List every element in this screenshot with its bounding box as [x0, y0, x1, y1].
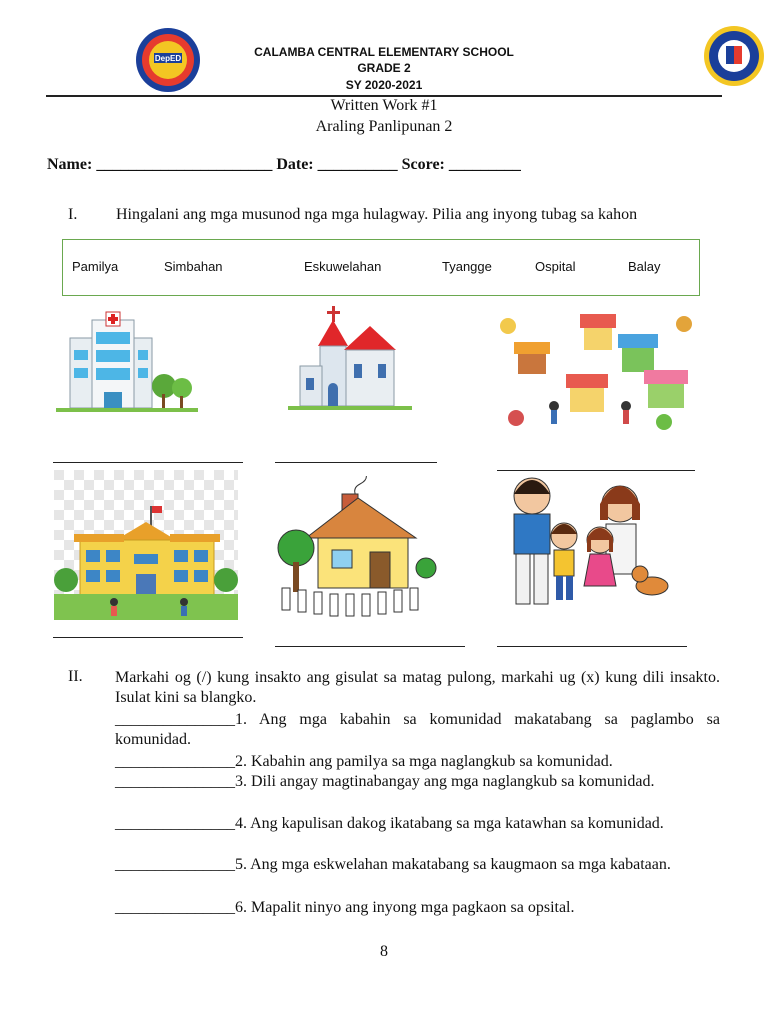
answer-line-6[interactable]	[497, 646, 687, 647]
statement-3: _______________3. Dili angay magtinabangay ang mga naglangkub sa komunidad.	[115, 773, 655, 790]
house-picture	[276, 476, 450, 622]
republic-seal	[702, 24, 766, 88]
choice-3: Eskuwelahan	[304, 259, 382, 274]
answer-line-2[interactable]	[275, 462, 437, 463]
svg-text:DepED: DepED	[154, 54, 182, 63]
school-picture	[54, 470, 238, 620]
answer-line-4[interactable]	[53, 637, 243, 638]
answer-line-1[interactable]	[53, 462, 243, 463]
worksheet-title: Written Work #1	[330, 97, 438, 114]
subject-title: Araling Panlipunan 2	[315, 118, 453, 135]
answer-line-5[interactable]	[275, 646, 465, 647]
section-2-numeral: II.	[68, 668, 83, 685]
school-year: SY 2020-2021	[345, 78, 423, 92]
statement-2: _______________2. Kabahin ang pamilya sa mga naglangkub sa komunidad.	[115, 753, 613, 770]
section-1-numeral: I.	[68, 206, 78, 223]
grade-label: GRADE 2	[357, 61, 411, 75]
statement-1: _______________1. Ang mga kabahin sa komunidad makatabang sa paglambo sa komunidad.	[115, 711, 720, 748]
school-name: CALAMBA CENTRAL ELEMENTARY SCHOOL	[254, 45, 514, 59]
hospital-picture	[56, 310, 198, 416]
page-number: 8	[380, 943, 388, 960]
statement-4: _______________4. Ang kapulisan dakog ikatabang sa mga katawhan sa komunidad.	[115, 815, 664, 832]
choice-1: Pamilya	[72, 259, 119, 274]
choice-4: Tyangge	[442, 259, 492, 274]
statement-5: _______________5. Ang mga eskwelahan makatabang sa kaugmaon sa mga kabataan.	[115, 856, 671, 873]
choice-5: Ospital	[535, 259, 576, 274]
choice-6: Balay	[628, 259, 661, 274]
student-info-line: Name: ______________________ Date: __________ Score: _________	[47, 156, 521, 173]
church-picture	[278, 306, 418, 416]
statement-6: _______________6. Mapalit ninyo ang inyong mga pagkaon sa opsital.	[115, 899, 575, 916]
market-picture	[494, 310, 702, 432]
section-1-instruction: Hingalani ang mga musunod nga mga hulagway. Pilia ang inyong tubag sa kahon	[116, 206, 638, 223]
section-2-instruction: Markahi og (/) kung insakto ang gisulat sa matag pulong, markahi ug (x) kung dili insakto. Isulat kini sa blangko.	[115, 669, 720, 706]
answer-line-3[interactable]	[497, 470, 695, 471]
family-picture	[490, 474, 680, 610]
choice-2: Simbahan	[164, 259, 223, 274]
